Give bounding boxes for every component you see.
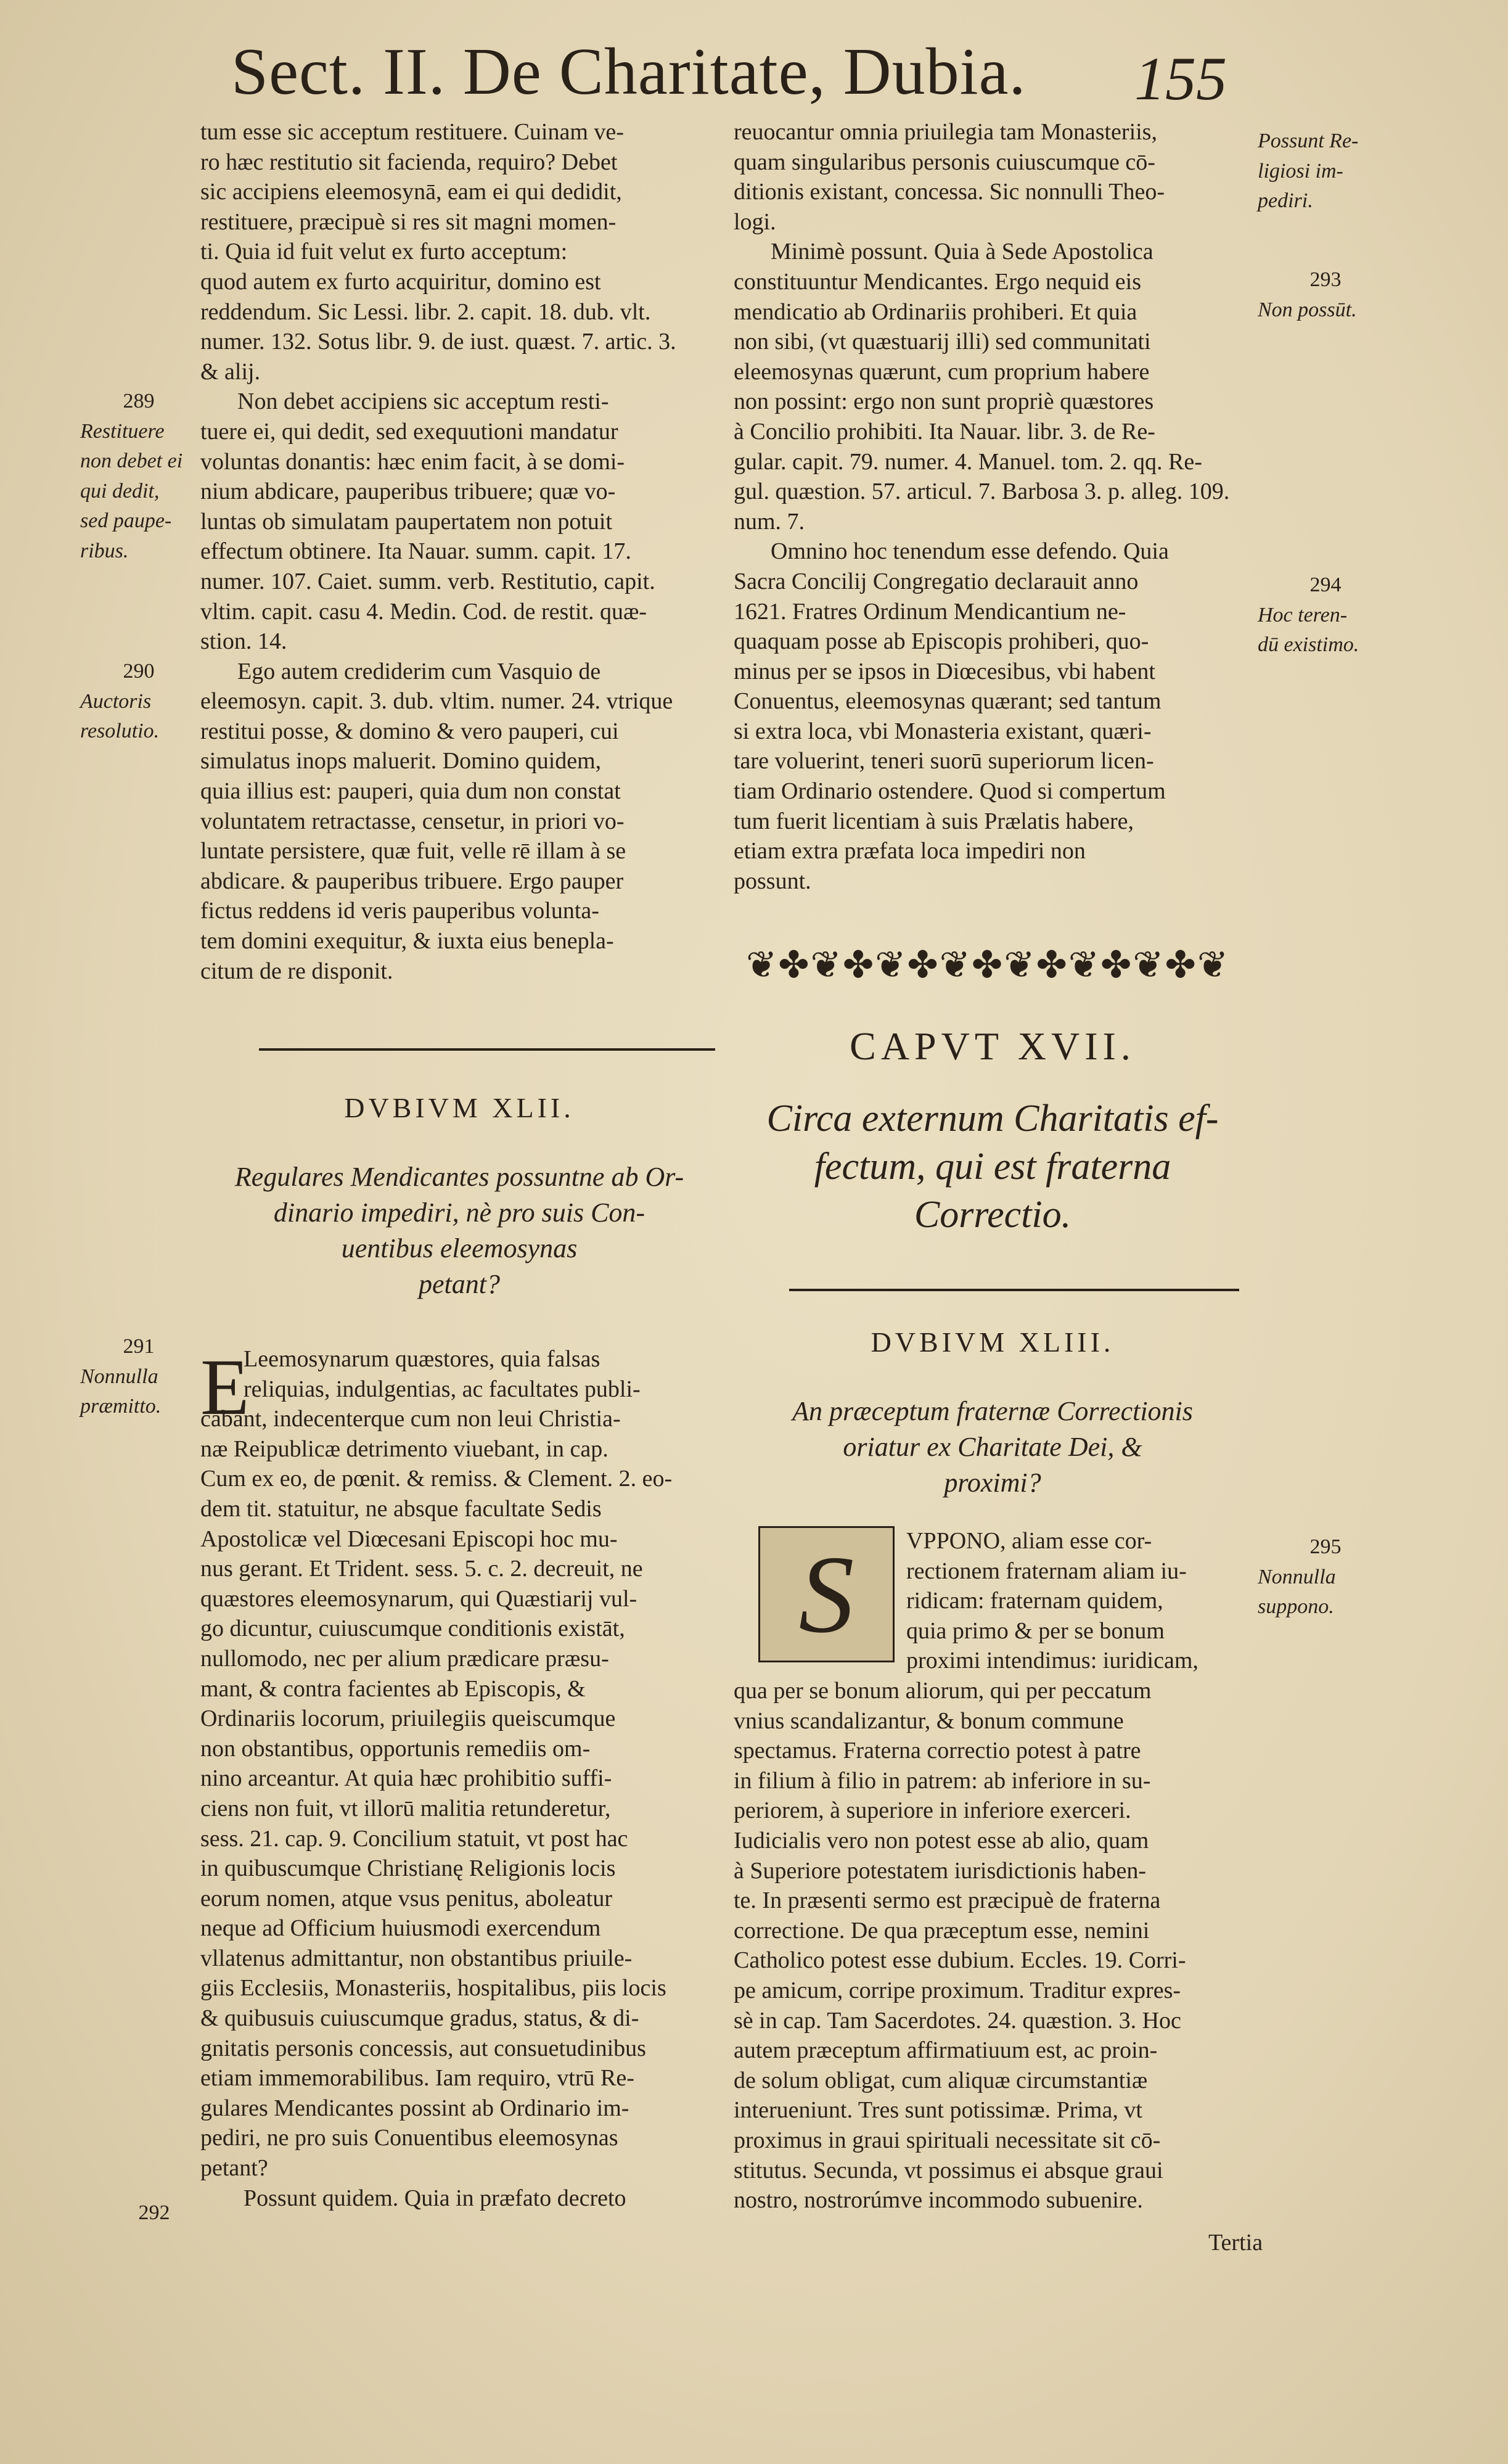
text-line: vnius scandalizantur, & bonum commune	[734, 1707, 1124, 1734]
margin-text: Nonnulla	[1258, 1565, 1336, 1588]
caput-heading: CAPVT XVII.	[850, 1024, 1136, 1068]
text-line: numer. 132. Sotus libr. 9. de iust. quæst. 7. artic. 3.	[200, 329, 676, 355]
text-line: gnitatis personis concessis, aut consuetudinibus	[200, 2035, 646, 2061]
title-line: Correctio.	[914, 1194, 1072, 1236]
text-line: numer. 107. Caiet. summ. verb. Restitutio, capit.	[200, 568, 655, 594]
text-line: etiam extra præfata loca impediri non	[734, 838, 1086, 864]
margin-text: Restituere	[80, 419, 165, 443]
text-line: quia primo & per se bonum	[906, 1617, 1165, 1644]
text-line: nino arceantur. At quia hæc prohibitio suffi-	[200, 1765, 612, 1792]
text-line: proximus in graui spirituali necessitate sit cō-	[734, 2127, 1161, 2153]
left-column-top	[200, 117, 718, 986]
text-line: mant, & contra facientes ab Episcopis, &	[200, 1675, 586, 1702]
text-line: sic accipiens eleemosynā, eam ei qui dedidit,	[200, 179, 622, 205]
text-line: in filium à filio in patrem: ab inferiore in su-	[734, 1767, 1151, 1794]
dubium-42-heading: DVBIVM XLII.	[344, 1092, 575, 1123]
text-line: pe amicum, corripe proximum. Traditur expres-	[734, 1977, 1181, 2003]
right-column-bottom-intro	[906, 1526, 1252, 1676]
margin-text: Auctoris	[80, 689, 152, 713]
dubium-42-title	[200, 1159, 718, 1302]
margin-text: pediri.	[1258, 189, 1313, 213]
title-line: uentibus eleemosynas	[341, 1233, 578, 1263]
text-line: stion. 14.	[200, 628, 287, 655]
title-line: Circa externum Charitatis ef-	[766, 1098, 1219, 1140]
text-line: eleemosyn. capit. 3. dub. vltim. numer. 24. vtrique	[200, 688, 673, 715]
text-line: tare voluerint, teneri suorū superiorum licen-	[734, 748, 1154, 774]
text-line: & alij.	[200, 358, 261, 385]
text-line: non possint: ergo non sunt propriè quæstores	[734, 388, 1154, 415]
text-line: go dicuntur, cuiuscumque conditionis existāt,	[200, 1616, 625, 1642]
text-line: de solum obligat, cum aliquæ circumstantiæ	[734, 2067, 1148, 2093]
text-line: Sacra Concilij Congregatio declarauit anno	[734, 568, 1139, 594]
margin-note-290	[80, 657, 197, 747]
title-line: petant?	[419, 1269, 500, 1299]
text-line: Omnino hoc tenendum esse defendo. Quia	[771, 538, 1169, 565]
text-line: non obstantibus, opportunis remediis om-	[200, 1735, 591, 1762]
text-line: Possunt quidem. Quia in præfato decreto	[244, 2185, 626, 2211]
margin-text: qui dedit,	[80, 479, 160, 503]
text-line: quæstores eleemosynarum, qui Quæstiarij vul-	[200, 1585, 637, 1612]
text-line: næ Reipublicæ detrimento viuebant, in cap.	[200, 1435, 609, 1462]
text-line: 1621. Fratres Ordinum Mendicantium ne-	[734, 598, 1126, 625]
text-line: Ego autem crediderim cum Vasquio de	[237, 658, 601, 684]
text-line: Catholico potest esse dubium. Eccles. 19. Corri-	[734, 1947, 1186, 1974]
text-line: restitui posse, & domino & vero pauperi, cui	[200, 718, 619, 744]
text-line: sess. 21. cap. 9. Concilium statuit, vt post hac	[200, 1825, 628, 1852]
title-line: proximi?	[944, 1468, 1041, 1498]
text-line: gul. quæstion. 57. articul. 7. Barbosa 3. p. alleg. 109.	[734, 478, 1230, 505]
margin-text: præmitto.	[80, 1395, 162, 1418]
text-line: citum de re disponit.	[200, 958, 393, 984]
text-line: Cum ex eo, de pœnit. & remiss. & Clement. 2. eo-	[200, 1466, 673, 1492]
text-line: ciens non fuit, vt illorū malitia retunderetur,	[200, 1795, 611, 1821]
section-rule	[789, 1289, 1239, 1291]
margin-text: Nonnulla	[80, 1365, 158, 1388]
text-line: neque ad Officium huiusmodi exercendum	[200, 1915, 601, 1942]
margin-text: suppono.	[1258, 1595, 1334, 1619]
text-line: spectamus. Fraterna correctio potest à patre	[734, 1738, 1141, 1764]
text-line: logi.	[734, 208, 776, 235]
caput-title	[734, 1094, 1252, 1239]
margin-note-291	[80, 1332, 197, 1422]
text-line: eorum nomen, atque vsus penitus, aboleatur	[200, 1885, 613, 1912]
margin-text: Hoc teren-	[1258, 603, 1348, 626]
title-line: oriatur ex Charitate Dei, &	[843, 1432, 1142, 1462]
text-line: Iudicialis vero non potest esse ab alio, quam	[734, 1827, 1149, 1854]
text-line: mendicatio ab Ordinariis prohiberi. Et quia	[734, 298, 1137, 325]
decorated-initial-s: S	[758, 1526, 895, 1662]
text-line: stitutus. Secunda, vt possimus ei absque graui	[734, 2157, 1163, 2183]
margin-number: 289	[123, 390, 155, 413]
text-line: quod autem ex furto acquiritur, domino est	[200, 268, 601, 295]
left-column-bottom-second	[244, 1374, 718, 1405]
margin-note-possunt	[1258, 126, 1393, 216]
margin-text: resolutio.	[80, 720, 160, 743]
text-line: tuere ei, qui dedit, sed exequutioni mandatur	[200, 418, 618, 445]
text-line: rectionem fraternam aliam iu-	[906, 1558, 1187, 1584]
text-line: autem præceptum affirmatiuum est, ac proin-	[734, 2037, 1158, 2064]
text-line: Ordinariis locorum, priuilegiis queiscumque	[200, 1706, 616, 1732]
text-line: etiam immemorabilibus. Iam requiro, vtrū Re-	[200, 2065, 634, 2092]
margin-note-293	[1258, 265, 1393, 325]
text-line: Leemosynarum quæstores, quia falsas	[244, 1346, 600, 1372]
text-line: non sibi, (vt quæstuarij illi) sed communitati	[734, 329, 1151, 355]
right-column-top	[734, 117, 1252, 896]
text-line: gulares Mendicantes possint ab Ordinario im-	[200, 2095, 629, 2121]
text-line: VPPONO, aliam esse cor-	[906, 1528, 1152, 1554]
text-line: ro hæc restitutio sit facienda, requiro? Debet	[200, 149, 618, 175]
text-line: vltim. capit. casu 4. Medin. Cod. de restit. quæ-	[200, 598, 647, 625]
text-line: gular. capit. 79. numer. 4. Manuel. tom. 2. qq. Re-	[734, 448, 1202, 475]
margin-note-294	[1258, 570, 1393, 660]
margin-number: 292	[138, 2201, 170, 2224]
text-line: quia illius est: pauperi, quia dum non constat	[200, 778, 621, 805]
margin-number: 290	[123, 660, 155, 683]
running-header	[197, 28, 1430, 120]
title-line: An præceptum fraternæ Correctionis	[792, 1396, 1193, 1426]
margin-text: Non possūt.	[1258, 298, 1357, 321]
text-line: constituuntur Mendicantes. Ergo nequid eis	[734, 268, 1142, 295]
text-line: à Superiore potestatem iurisdictionis haben-	[734, 1857, 1147, 1884]
text-line: sè in cap. Tam Sacerdotes. 24. quæstion. 3. Hoc	[734, 2007, 1181, 2034]
text-line: giis Ecclesiis, Monasteriis, hospitalibus, piis locis	[200, 1975, 666, 2002]
title-line: Regulares Mendicantes possuntne ab Or-	[234, 1162, 684, 1192]
text-line: nium abdicare, pauperibus tribuere; quæ vo-	[200, 478, 616, 505]
text-line: in quibuscumque Christianę Religionis locis	[200, 1855, 616, 1882]
text-line: à Concilio prohibiti. Ita Nauar. libr. 3. de Re-	[734, 418, 1155, 445]
text-line: nus gerant. Et Trident. sess. 5. c. 2. decreuit, ne	[200, 1556, 643, 1582]
dubium-43-title	[734, 1394, 1252, 1501]
text-line: Apostolicæ vel Diœcesani Episcopi hoc mu-	[200, 1526, 618, 1552]
margin-text: dū existimo.	[1258, 633, 1359, 657]
text-line: tiam Ordinario ostendere. Quod si compertum	[734, 778, 1166, 805]
text-line: reliquias, indulgentias, ac facultates publi-	[244, 1376, 641, 1402]
text-line: quaquam posse ab Episcopis prohiberi, quo-	[734, 628, 1149, 655]
margin-note-292	[129, 2198, 179, 2228]
text-line: effectum obtinere. Ita Nauar. summ. capit. 17.	[200, 538, 631, 565]
text-line: voluntatem retractasse, censetur, in priori vo-	[200, 808, 625, 834]
text-line: Non debet accipiens sic acceptum resti-	[237, 388, 609, 415]
margin-number: 294	[1309, 573, 1342, 596]
margin-note-295	[1258, 1532, 1393, 1622]
text-line: nostro, nostrorúmve incommodo subuenire.	[734, 2187, 1143, 2214]
text-line: fictus reddens id veris pauperibus volunta-	[200, 898, 599, 924]
text-line: te. In præsenti sermo est præcipuè de fraterna	[734, 1887, 1161, 1914]
running-title: Sect. II. De Charitate, Dubia.	[231, 35, 1027, 109]
text-line: nullomodo, nec per alium prædicare præsu-	[200, 1645, 609, 1672]
text-line: correctione. De qua præceptum esse, nemini	[734, 1917, 1150, 1944]
text-line: ti. Quia id fuit velut ex furto acceptum:	[200, 239, 568, 265]
text-line: minus per se ipsos in Diœcesibus, vbi habent	[734, 658, 1155, 684]
margin-number: 291	[123, 1335, 155, 1358]
text-line: luntas ob simulatam paupertatem non potuit	[200, 508, 613, 535]
left-column-bottom	[200, 1404, 718, 2213]
right-column-bottom	[734, 1676, 1252, 2216]
page-number: 155	[1134, 44, 1227, 113]
left-column-bottom-first	[244, 1344, 718, 1374]
text-line: reuocantur omnia priuilegia tam Monasteriis,	[734, 119, 1157, 145]
text-line: ditionis existant, concessa. Sic nonnulli Theo-	[734, 179, 1165, 205]
text-line: possunt.	[734, 868, 811, 894]
text-line: quam singularibus personis cuiuscumque cō-	[734, 149, 1155, 175]
text-line: periorem, à superiore in inferiore exerceri.	[734, 1797, 1131, 1824]
text-line: ridicam: fraternam quidem,	[906, 1588, 1163, 1614]
text-line: tum esse sic acceptum restituere. Cuinam ve-	[200, 119, 624, 145]
dubium-43-heading: DVBIVM XLIII.	[871, 1326, 1115, 1358]
margin-text: sed paupe-	[80, 509, 172, 533]
fleuron-ornament: ❦✤❦✤❦✤❦✤❦✤❦✤❦✤❦	[746, 943, 1230, 987]
margin-text: ligiosi im-	[1258, 159, 1343, 183]
margin-number: 295	[1309, 1535, 1342, 1558]
text-line: eleemosynas quærunt, cum proprium habere	[734, 358, 1150, 385]
margin-text: Possunt Re-	[1258, 129, 1359, 152]
text-line: cabant, indecenterque cum non leui Christia-	[200, 1406, 621, 1432]
text-line: proximi intendimus: iuridicam,	[906, 1648, 1199, 1674]
text-line: Minimè possunt. Quia à Sede Apostolica	[771, 239, 1154, 265]
text-line: Conuentus, eleemosynas quærant; sed tantum	[734, 688, 1162, 715]
text-line: reddendum. Sic Lessi. libr. 2. capit. 18. dub. vlt.	[200, 298, 651, 325]
title-line: fectum, qui est fraterna	[814, 1146, 1171, 1188]
catchword: Tertia	[1208, 2230, 1263, 2256]
text-line: simulatus inops maluerit. Domino quidem,	[200, 748, 602, 774]
text-line: restituere, præcipuè si res sit magni momen-	[200, 208, 617, 235]
text-line: num. 7.	[734, 508, 805, 535]
margin-text: ribus.	[80, 539, 129, 562]
text-line: interueniunt. Tres sunt potissimæ. Prima, vt	[734, 2097, 1142, 2124]
text-line: petant?	[200, 2155, 268, 2182]
title-line: dinario impediri, nè pro suis Con-	[273, 1197, 645, 1228]
text-line: voluntas donantis: hæc enim facit, à se domi-	[200, 448, 625, 475]
text-line: tum fuerit licentiam à suis Prælatis habere,	[734, 808, 1134, 834]
initial-letter-e: E	[200, 1343, 250, 1432]
margin-note-289	[80, 387, 197, 567]
text-line: dem tit. statuitur, ne absque facultate Sedis	[200, 1495, 602, 1522]
section-rule	[259, 1048, 715, 1051]
margin-number: 293	[1309, 268, 1342, 291]
text-line: qua per se bonum aliorum, qui per peccatum	[734, 1678, 1152, 1704]
text-line: vllatenus admittantur, non obstantibus priuile-	[200, 1945, 633, 1971]
margin-text: non debet ei	[80, 450, 183, 473]
text-line: si extra loca, vbi Monasteria existant, quæri-	[734, 718, 1152, 744]
text-line: luntate persistere, quæ fuit, velle rē illam à se	[200, 838, 626, 864]
text-line: tem domini exequitur, & iuxta eius benepla-	[200, 928, 614, 955]
text-line: pediri, ne pro suis Conuentibus eleemosynas	[200, 2125, 618, 2151]
text-line: abdicare. & pauperibus tribuere. Ergo pauper	[200, 868, 624, 894]
text-line: & quibusuis cuiuscumque gradus, status, & di-	[200, 2005, 639, 2032]
